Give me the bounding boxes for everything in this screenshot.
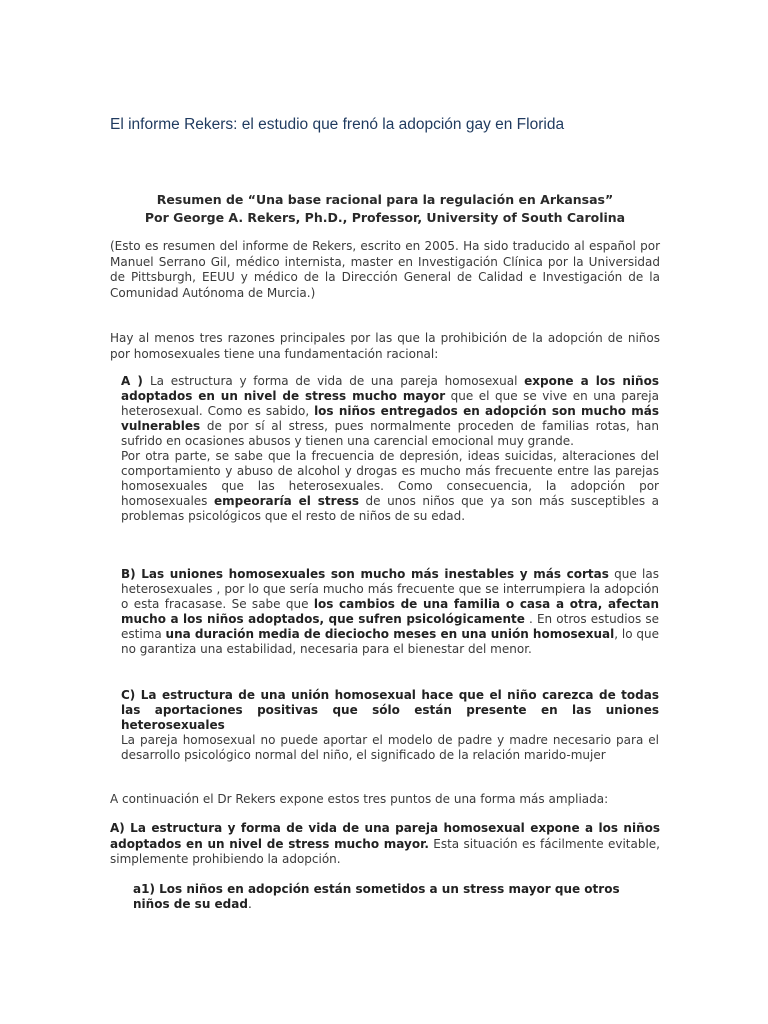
point-a-paragraph-1: A ) La estructura y forma de vida de una pareja homosexual expone a los niños adoptados en un nivel de stress mucho mayor que el que se vive en una pareja heterosexual. Como es sabido, los niños entregados en adopción son mucho más vulnerables de por sí al stress, pues normalmente proceden de familias rotas, han sufrido en ocasiones abusos y tienen una carencial emocional muy grande. bbox=[121, 374, 659, 448]
reasons-intro-paragraph: Hay al menos tres razones principales por las que la prohibición de la adopción de niños por homosexuales tiene una fundamentación racional: bbox=[110, 331, 660, 361]
summary-line-1: Resumen de “Una base racional para la regulación en Arkansas” bbox=[156, 192, 614, 207]
intro-paragraph: (Esto es resumen del informe de Rekers, escrito en 2005. Ha sido traducido al español por Manuel Serrano Gil, médico internista, master en Investigación Clínica por la Universidad de Pittsburgh, EEUU y médico de la Dirección General de Calidad e Investigación de la Comunidad Autónoma de Murcia.) bbox=[110, 239, 660, 300]
continuation-paragraph: A continuación el Dr Rekers expone estos tres puntos de una forma más ampliada: bbox=[110, 792, 609, 806]
point-b-paragraph: B) Las uniones homosexuales son mucho más inestables y más cortas que las heterosexuales , por lo que sería mucho más frecuente que se interrumpiera la adopción o esta fracasase. Se sabe que los cambios de una familia o casa a otra, afectan mucho a los niños adoptados, que sufren psicológicamente . En otros estudios se estima una duración media de dieciocho meses en una unión homosexual, lo que no garantiza una estabilidad, necesaria para el bienestar del menor. bbox=[121, 567, 659, 656]
expanded-point-a: A) La estructura y forma de vida de una pareja homosexual expone a los niños adoptados en un nivel de stress mucho mayor. Esta situación es fácilmente evitable, simplemente prohibiendo la adopción. bbox=[110, 821, 660, 866]
point-c-heading: C) La estructura de una unión homosexual hace que el niño carezca de todas las aportaciones positivas que sólo están presente en las uniones heterosexuales bbox=[121, 688, 659, 732]
summary-heading bbox=[110, 191, 660, 227]
point-c-text: La pareja homosexual no puede aportar el modelo de padre y madre necesario para el desarrollo psicológico normal del niño, el significado de la relación marido-mujer bbox=[121, 733, 659, 762]
point-a bbox=[121, 374, 659, 524]
page-title: El informe Rekers: el estudio que frenó la adopción gay en Florida bbox=[110, 116, 565, 133]
point-c bbox=[121, 688, 659, 763]
summary-line-2: Por George A. Rekers, Ph.D., Professor, University of South Carolina bbox=[144, 210, 626, 225]
subpoint-a1: a1) Los niños en adopción están sometidos a un stress mayor que otros niños de su edad. bbox=[133, 882, 620, 911]
point-a-paragraph-2: Por otra parte, se sabe que la frecuencia de depresión, ideas suicidas, alteraciones del comportamiento y abuso de alcohol y drogas es mucho más frecuente entre las parejas homosexuales que las heterosexuales. Como consecuencia, la adopción por homosexuales empeoraría el stress de unos niños que ya son más susceptibles a problemas psicológicos que el resto de niños de su edad. bbox=[121, 449, 659, 523]
point-b bbox=[121, 567, 659, 657]
